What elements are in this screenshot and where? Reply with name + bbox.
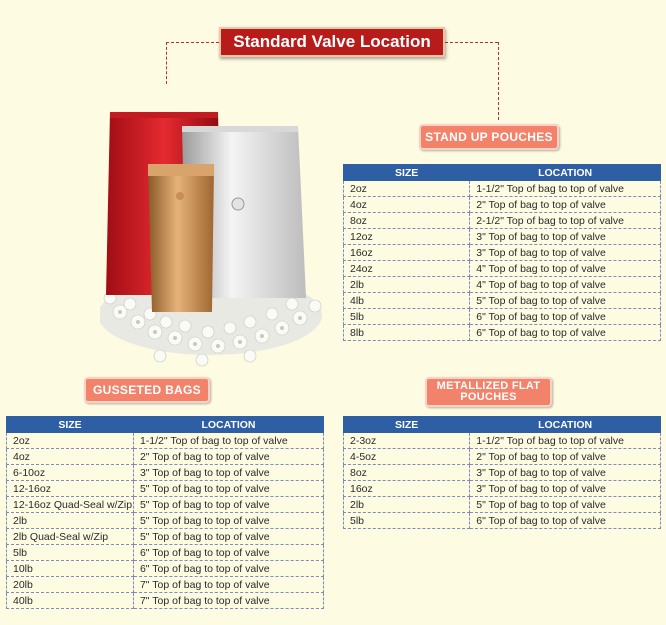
- location-cell: 7" Top of bag to top of valve: [133, 577, 323, 593]
- table-row: [344, 449, 661, 465]
- table-row: [344, 181, 661, 197]
- table-row: [344, 293, 661, 309]
- size-cell: 12-16oz: [7, 481, 134, 497]
- size-cell: 8oz: [344, 213, 470, 229]
- valve-bags-photo: [100, 100, 330, 370]
- table-row: [344, 513, 661, 529]
- location-cell: 6" Top of bag to top of valve: [133, 561, 323, 577]
- table-row: [344, 277, 661, 293]
- size-cell: 12oz: [344, 229, 470, 245]
- table-row: [344, 261, 661, 277]
- table-row: [7, 545, 324, 561]
- table-row: [344, 433, 661, 449]
- location-cell: 3" Top of bag to top of valve: [470, 465, 661, 481]
- table-header-row: [344, 165, 661, 181]
- location-cell: 6" Top of bag to top of valve: [133, 545, 323, 561]
- size-cell: 2lb: [344, 277, 470, 293]
- size-cell: 40lb: [7, 593, 134, 609]
- size-cell: 6-10oz: [7, 465, 134, 481]
- stand-up-pouches-heading: [419, 124, 559, 150]
- table-row: [7, 465, 324, 481]
- table-header-row: [7, 417, 324, 433]
- size-cell: 4oz: [7, 449, 134, 465]
- table-row: [344, 481, 661, 497]
- size-cell: 2oz: [344, 181, 470, 197]
- table-row: [7, 577, 324, 593]
- location-cell: 3" Top of bag to top of valve: [470, 245, 661, 261]
- table-row: [344, 309, 661, 325]
- size-cell: 4oz: [344, 197, 470, 213]
- location-cell: 3" Top of bag to top of valve: [470, 229, 661, 245]
- column-header-location: LOCATION: [470, 417, 661, 433]
- size-cell: 4lb: [344, 293, 470, 309]
- location-cell: 6" Top of bag to top of valve: [470, 513, 661, 529]
- size-cell: 24oz: [344, 261, 470, 277]
- size-cell: 16oz: [344, 481, 470, 497]
- size-cell: 2lb: [344, 497, 470, 513]
- table-row: [7, 497, 324, 513]
- location-cell: 1-1/2" Top of bag to top of valve: [470, 433, 661, 449]
- size-cell: 8lb: [344, 325, 470, 341]
- table-row: [344, 465, 661, 481]
- location-cell: 4" Top of bag to top of valve: [470, 277, 661, 293]
- connector-line-right: [445, 42, 498, 43]
- size-cell: 20lb: [7, 577, 134, 593]
- size-cell: 5lb: [344, 513, 470, 529]
- location-cell: 5" Top of bag to top of valve: [470, 497, 661, 513]
- size-cell: 10lb: [7, 561, 134, 577]
- table-row: [7, 449, 324, 465]
- size-cell: 8oz: [344, 465, 470, 481]
- metallized-flat-pouches-heading: [425, 377, 552, 407]
- column-header-location: LOCATION: [470, 165, 661, 181]
- size-cell: 2-3oz: [344, 433, 470, 449]
- size-cell: 12-16oz Quad-Seal w/Zip: [7, 497, 134, 513]
- location-cell: 2-1/2" Top of bag to top of valve: [470, 213, 661, 229]
- location-cell: 6" Top of bag to top of valve: [470, 325, 661, 341]
- table-header-row: [344, 417, 661, 433]
- metallized-heading-line2: POUCHES: [460, 391, 517, 403]
- stand-up-pouches-table: [343, 164, 661, 341]
- location-cell: 5" Top of bag to top of valve: [133, 529, 323, 545]
- location-cell: 4" Top of bag to top of valve: [470, 261, 661, 277]
- connector-line-left-drop: [166, 42, 167, 84]
- size-cell: 2lb: [7, 513, 134, 529]
- connector-line-left: [166, 42, 219, 43]
- table-row: [7, 561, 324, 577]
- gusseted-bags-heading: [84, 377, 210, 403]
- table-row: [344, 245, 661, 261]
- location-cell: 1-1/2" Top of bag to top of valve: [470, 181, 661, 197]
- location-cell: 3" Top of bag to top of valve: [470, 481, 661, 497]
- location-cell: 5" Top of bag to top of valve: [133, 497, 323, 513]
- metallized-flat-pouches-table: [343, 416, 661, 529]
- table-row: [344, 497, 661, 513]
- location-cell: 2" Top of bag to top of valve: [470, 197, 661, 213]
- size-cell: 2oz: [7, 433, 134, 449]
- table-row: [344, 229, 661, 245]
- location-cell: 5" Top of bag to top of valve: [133, 481, 323, 497]
- location-cell: 3" Top of bag to top of valve: [133, 465, 323, 481]
- table-row: [7, 513, 324, 529]
- location-cell: 2" Top of bag to top of valve: [470, 449, 661, 465]
- size-cell: 16oz: [344, 245, 470, 261]
- column-header-size: SIZE: [344, 165, 470, 181]
- table-row: [7, 433, 324, 449]
- table-row: [7, 481, 324, 497]
- connector-line-right-drop: [498, 42, 499, 120]
- size-cell: 4-5oz: [344, 449, 470, 465]
- location-cell: 2" Top of bag to top of valve: [133, 449, 323, 465]
- location-cell: 7" Top of bag to top of valve: [133, 593, 323, 609]
- size-cell: 5lb: [344, 309, 470, 325]
- location-cell: 5" Top of bag to top of valve: [133, 513, 323, 529]
- gusseted-bags-heading-text: GUSSETED BAGS: [93, 383, 201, 397]
- column-header-size: SIZE: [344, 417, 470, 433]
- stand-up-pouches-heading-text: STAND UP POUCHES: [425, 130, 553, 144]
- column-header-location: LOCATION: [133, 417, 323, 433]
- gusseted-bags-table: [6, 416, 324, 609]
- page-title: Standard Valve Location: [219, 27, 445, 57]
- column-header-size: SIZE: [7, 417, 134, 433]
- table-row: [7, 593, 324, 609]
- table-row: [344, 197, 661, 213]
- size-cell: 5lb: [7, 545, 134, 561]
- metallized-heading-line1: METALLIZED FLAT: [436, 380, 541, 392]
- table-row: [344, 213, 661, 229]
- size-cell: 2lb Quad-Seal w/Zip: [7, 529, 134, 545]
- location-cell: 6" Top of bag to top of valve: [470, 309, 661, 325]
- table-row: [344, 325, 661, 341]
- location-cell: 1-1/2" Top of bag to top of valve: [133, 433, 323, 449]
- table-row: [7, 529, 324, 545]
- location-cell: 5" Top of bag to top of valve: [470, 293, 661, 309]
